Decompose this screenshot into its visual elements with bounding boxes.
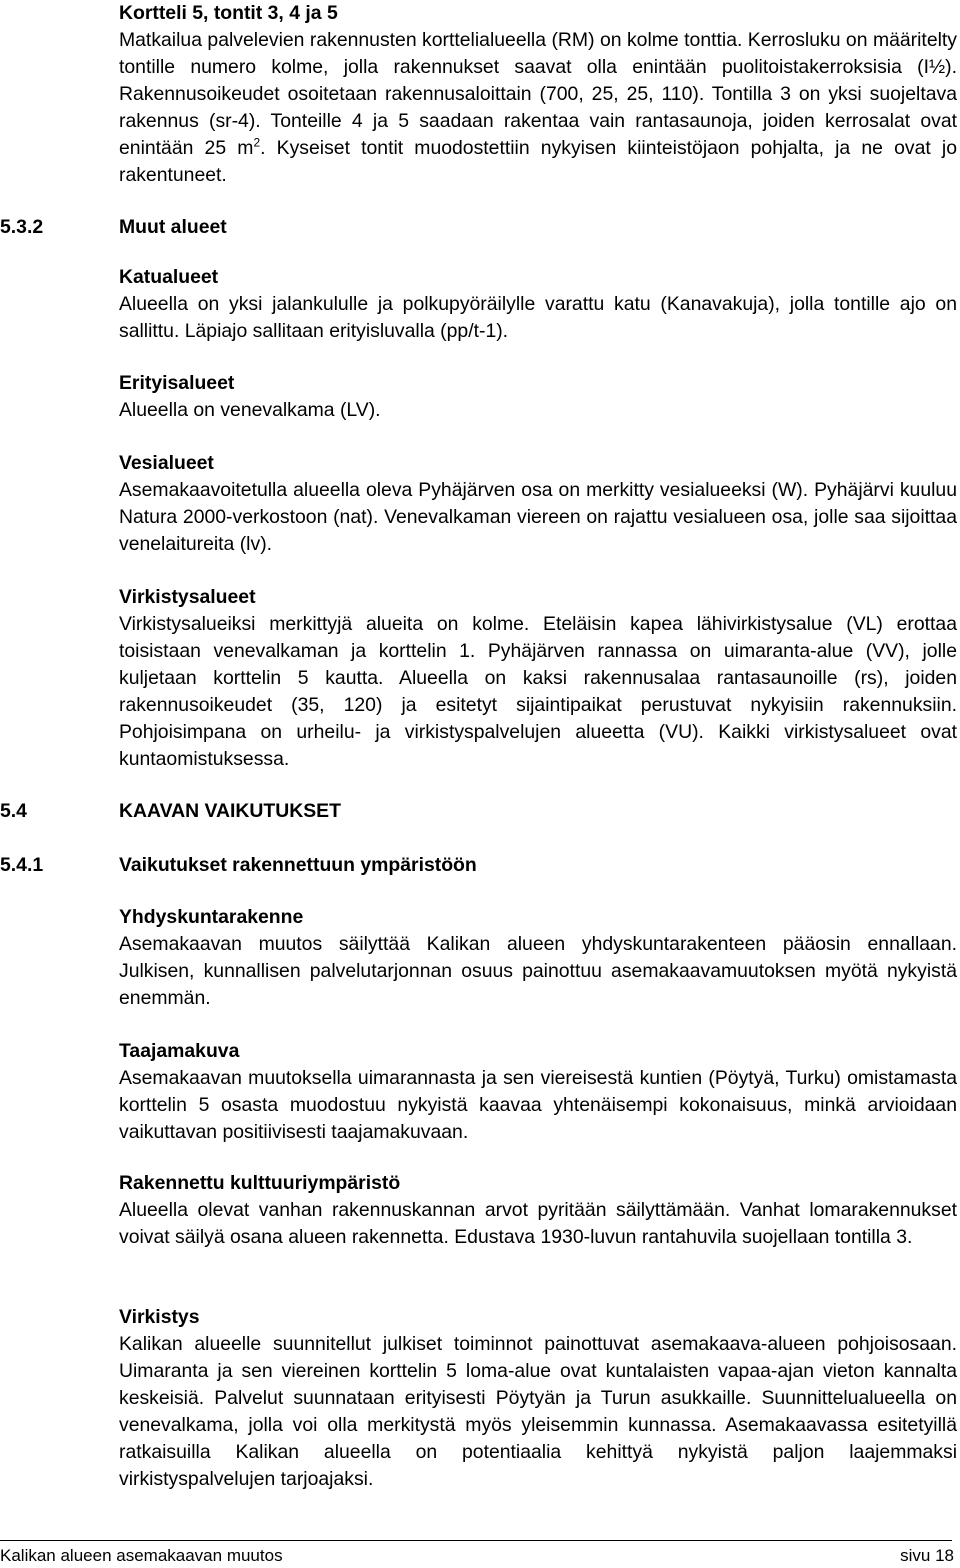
kortteli5-paragraph [119, 27, 957, 189]
virkistys-heading: Virkistys [119, 1306, 200, 1328]
kortteli5-sup: 2 [253, 135, 261, 150]
yhdyskuntarakenne-text: Asemakaavan muutos säilyttää Kalikan alueen yhdyskuntarakenteen pääosin ennallaan. Julkisen, kunnallisen palvelutarjonnan osuus painottuu asemakaavamuutoksen myötä nykyistä enemmän. [119, 933, 957, 1009]
katualueet-heading: Katualueet [119, 266, 219, 288]
erityisalueet-text: Alueella on venevalkama (LV). [119, 399, 381, 421]
section-532-number: 5.3.2 [0, 216, 44, 238]
taajamakuva-text: Asemakaavan muutoksella uimarannasta ja sen viereisestä kuntien (Pöytyä, Turku) omistamasta korttelin 5 osasta muodostuu nykyistä kaavaa yhtenäisempi kokonaisuus, minkä arvioidaan vaikuttavan positiivisesti taajamakuvaan. [119, 1067, 957, 1143]
virkistysalueet-heading: Virkistysalueet [119, 586, 256, 608]
virkistys-text: Kalikan alueelle suunnitellut julkiset toiminnot painottuvat asemakaava-alueen pohjoisosaan. Uimaranta ja sen viereinen korttelin 5 loma-alue ovat kuntalaisten vapaa-ajan vieton kannalta keskeisiä. Palvelut suunnataan erityisesti Pöytyän ja Turun asukkaille. Suunnittelualueella on venevalkama, jolla voi olla merkitystä myös yleisemmin kunnassa. Asemakaavassa esitetyillä ratkaisuilla Kalikan alueella on potentiaalia kehittyä nykyistä paljon laajemmaksi virkistyspalvelujen tarjoajaksi. [119, 1333, 957, 1490]
katualueet-text: Alueella on yksi jalankululle ja polkupyöräilylle varattu katu (Kanavakuja), jolla tontille ajo on sallittu. Läpiajo sallitaan erityisluvalla (pp/t-1). [119, 293, 957, 342]
kortteli5-heading: Kortteli 5, tontit 3, 4 ja 5 [119, 2, 338, 24]
vesialueet-block [119, 450, 957, 558]
section-54-title: KAAVAN VAIKUTUKSET [119, 800, 341, 822]
taajamakuva-heading: Taajamakuva [119, 1040, 240, 1062]
section-541-number: 5.4.1 [0, 854, 44, 876]
erityisalueet-block [119, 370, 957, 424]
kulttuuriymparisto-block [119, 1170, 957, 1251]
footer-divider [0, 1540, 952, 1541]
virkistysalueet-text: Virkistysalueiksi merkittyjä alueita on kolme. Eteläisin kapea lähivirkistysalue (VL) erottaa toisistaan venevalkaman ja korttelin 1. Pyhäjärven rannassa on uimaranta-alue (VV), jolle kuljetaan korttelin 5 kautta. Alueella on kaksi rakennusalaa rantasaunoille (rs), joiden rakennusoikeudet (35, 120) ja esitetyt sijaintipaikat perustuvat nykyisiin rakennuksiin. Pohjoisimpana on urheilu- ja virkistyspalvelujen alueetta (VU). Kaikki virkistysalueet ovat kuntaomistuksessa. [119, 613, 957, 770]
virkistys-block [119, 1304, 957, 1493]
footer-document-title: Kalikan alueen asemakaavan muutos [0, 1546, 283, 1565]
footer-page-number: sivu 18 [900, 1546, 954, 1565]
yhdyskuntarakenne-heading: Yhdyskuntarakenne [119, 906, 304, 928]
kortteli5-text-a: Matkailua palvelevien rakennusten korttelialueella (RM) on kolme tonttia. Kerrosluku on määritelty tontille numero kolme, jolla rakennukset saavat olla enintään puolitoistakerroksisia (I½). Rakennusoikeudet osoitetaan rakennusaloittain (700, 25, 25, 110). Tontilla 3 on yksi suojeltava rakennus (sr-4). Tonteille 4 ja 5 saadaan rakentaa vain rantasaunoja, joiden kerrosalat ovat enintään 25 m [119, 29, 957, 159]
vesialueet-text: Asemakaavoitetulla alueella oleva Pyhäjärven osa on merkitty vesialueeksi (W). Pyhäjärvi kuuluu Natura 2000-verkostoon (nat). Venevalkaman viereen on rajattu vesialueen osa, jolle saa sijoittaa venelaitureita (lv). [119, 479, 957, 555]
section-541-title: Vaikutukset rakennettuun ympäristöön [119, 854, 477, 876]
kortteli5-text-b: . Kyseiset tontit muodostettiin nykyisen kiinteistöjaon pohjalta, ja ne ovat jo rakentuneet. [119, 137, 957, 186]
kortteli5-block [119, 0, 957, 189]
kulttuuriymparisto-heading: Rakennettu kulttuuriympäristö [119, 1172, 401, 1194]
vesialueet-heading: Vesialueet [119, 452, 214, 474]
yhdyskuntarakenne-block [119, 904, 957, 1012]
section-532-title: Muut alueet [119, 216, 227, 238]
erityisalueet-heading: Erityisalueet [119, 372, 235, 394]
section-54-number: 5.4 [0, 800, 27, 822]
virkistysalueet-block [119, 584, 957, 773]
katualueet-block [119, 264, 957, 345]
taajamakuva-block [119, 1038, 957, 1146]
kulttuuriymparisto-text: Alueella olevat vanhan rakennuskannan arvot pyritään säilyttämään. Vanhat lomarakennukset voivat säilyä osana alueen rakennetta. Edustava 1930-luvun rantahuvila suojellaan tontilla 3. [119, 1199, 957, 1248]
